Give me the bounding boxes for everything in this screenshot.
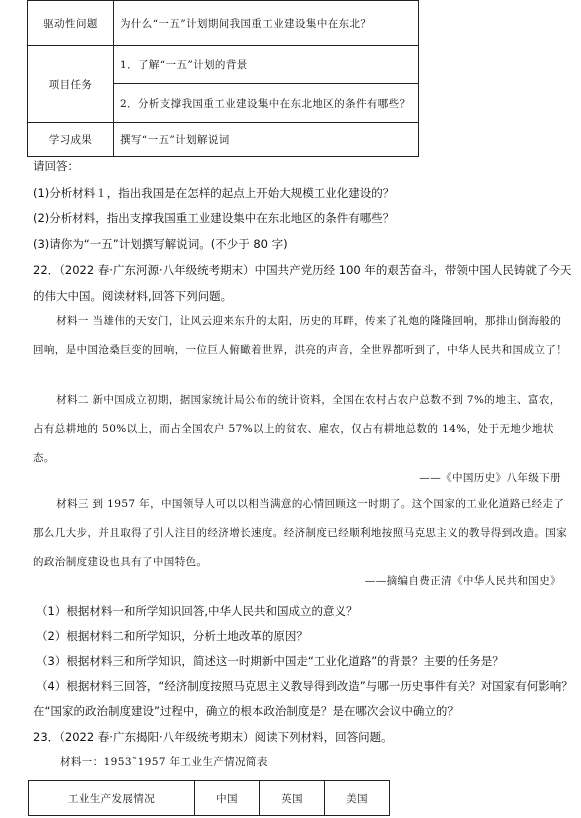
task-table-task-2: 2．分析支撑我国重工业建设集中在东北地区的条件有哪些？ bbox=[114, 84, 419, 123]
q22-source-3: ——摘编自费正清《中华人民共和国史》 bbox=[364, 575, 561, 587]
task-table-header-outcome: 学习成果 bbox=[28, 123, 114, 157]
q21-question-1: (1)分析材料１，指出我国是在怎样的起点上开始大规模工业化建设的？ bbox=[33, 186, 395, 200]
q22-material-3: 材料三 到 1957 年，中国领导人可以以相当满意的心情回顾这一时期了。这个国家的工业化道路已经走了那么几大步，并且取得了引人注目的经济增长速度。经济制度已经顺利地按照马克思主义的教导得到改造。国家的政治制度建设也具有了中国特色。 bbox=[33, 498, 568, 568]
q22-source-2: ——《中国历史》八年级下册 bbox=[419, 472, 561, 484]
task-table-outcome: 撰写“一五”计划解说词 bbox=[114, 123, 419, 157]
task-table-header-driving-question: 驱动性问题 bbox=[28, 1, 114, 46]
q22-question-4-continued: 在“国家的政治制度建设”过程中，确立的根本政治制度是？是在哪次会议中确立的？ bbox=[33, 704, 459, 718]
task-table-header-project-task: 项目任务 bbox=[28, 46, 114, 123]
q21-question-3: (3)请你为“一五”计划撰写解说词。(不少于 80 字) bbox=[33, 237, 288, 251]
task-table bbox=[27, 0, 419, 157]
q23-intro: 23．（2022 春·广东揭阳·八年级统考期末）阅读下列材料，回答问题。 bbox=[33, 730, 393, 744]
q22-question-1: （1）根据材料一和所学知识回答,中华人民共和国成立的意义？ bbox=[36, 604, 358, 618]
q21-question-2: (2)分析材料，指出支撑我国重工业建设集中在东北地区的条件有哪些？ bbox=[33, 211, 395, 225]
task-table-task-1: 1．了解“一五”计划的背景 bbox=[114, 46, 419, 84]
q22-question-2: （2）根据材料二和所学知识，分析土地改革的原因？ bbox=[36, 629, 308, 643]
industry-table-header-uk: 英国 bbox=[260, 781, 325, 816]
q22-material-1: 材料一 当雄伟的天安门，让风云迎来东升的太阳，历史的耳畔，传来了礼炮的隆隆回响，那排山倒海般的回响，是中国沧桑巨变的回响，一位巨人俯瞰着世界，洪亮的声音，全世界都听到了，中华人民共和国成立了！ bbox=[33, 315, 568, 356]
q22-intro-line-1: 22．（2022 春·广东河源·八年级统考期末）中国共产党历经 100 年的艰苦奋斗，带领中国人民铸就了今天 bbox=[33, 263, 572, 277]
q22-intro-line-2: 的伟大中国。阅读材料,回答下列问题。 bbox=[33, 289, 233, 303]
prompt-label: 请回答： bbox=[33, 159, 79, 173]
industry-table bbox=[28, 780, 390, 816]
q23-material-1-title: 材料一：1953˜1957 年工业生产情况简表 bbox=[60, 756, 268, 768]
industry-table-header-development: 工业生产发展情况 bbox=[29, 781, 195, 816]
task-table-driving-question: 为什么“一五”计划期间我国重工业建设集中在东北？ bbox=[114, 1, 419, 46]
industry-table-header-china: 中国 bbox=[195, 781, 260, 816]
q22-material-2: 材料二 新中国成立初期，据国家统计局公布的统计资料，全国在农村占农户总数不到 7%的地主、富农，占有总耕地的 50%以上，而占全国农户 57%以上的贫农、雇农，仅占有耕地总数的 14%，处于无地少地状态。 bbox=[33, 394, 561, 464]
q22-question-3: （3）根据材料三和所学知识，简述这一时期新中国走“工业化道路”的背景？主要的任务是？ bbox=[36, 654, 504, 668]
industry-table-header-usa: 美国 bbox=[325, 781, 390, 816]
q22-question-4: （4）根据材料三回答，“经济制度按照马克思主义教导得到改造”与哪一历史事件有关？对国家有何影响？ bbox=[36, 679, 573, 693]
